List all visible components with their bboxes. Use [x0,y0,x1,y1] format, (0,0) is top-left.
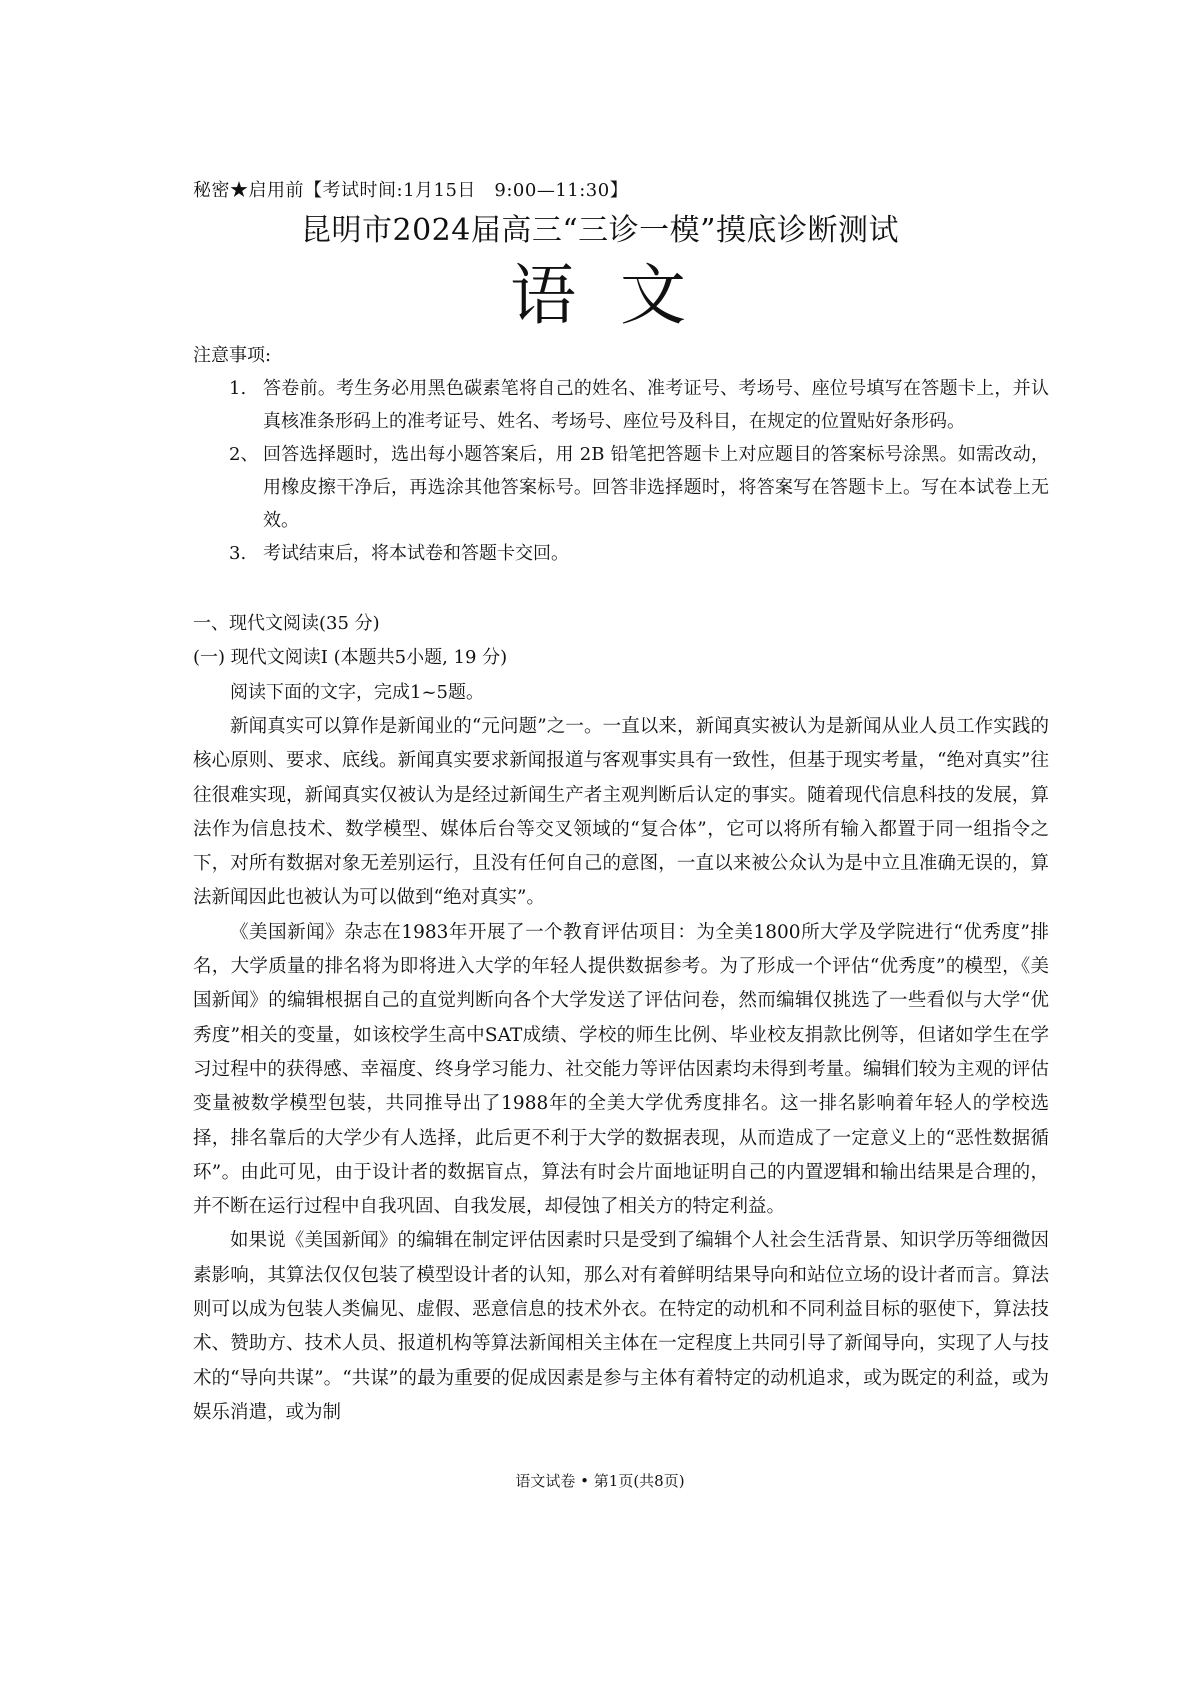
note-text: 回答选择题时，选出每小题答案后，用 2B 铅笔把答题卡上对应题目的答案标号涂黑。如需改动，用橡皮擦干净后，再选涂其他答案标号。回答非选择题时，将答案写在答题卡上。写在本试卷上无效。 [263,444,1049,531]
notes-heading: 注意事项: [193,345,272,366]
note-text: 答卷前。考生务必用黑色碳素笔将自己的姓名、准考证号、考场号、座位号填写在答题卡上，并认真核准条形码上的准考证号、姓名、考场号、座位号及科目，在规定的位置贴好条形码。 [263,378,1049,432]
note-number: 1. [229,378,247,399]
notes-list [229,372,1049,570]
reading-instruction: 阅读下面的文字，完成1~5题。 [230,682,484,703]
note-item [229,372,1049,438]
passage-paragraph-1: 新闻真实可以算作是新闻业的“元问题”之一。一直以来，新闻真实被认为是新闻从业人员工作实践的核心原则、要求、底线。新闻真实要求新闻报道与客观事实具有一致性，但基于现实考量，“绝对真实”往往很难实现，新闻真实仅被认为是经过新闻生产者主观判断后认定的事实。随着现代信息科技的发展，算法作为信息技术、数学模型、媒体后台等交叉领域的“复合体”，它可以将所有输入都置于同一组指令之下，对所有数据对象无差别运行，且没有任何自己的意图，一直以来被公众认为是中立且准确无误的，算法新闻因此也被认为可以做到“绝对真实”。 [193,716,1049,909]
page-footer: 语文试卷 • 第1页(共8页) [515,1472,685,1490]
section-subheading-reading-1: (一) 现代文阅读Ⅰ (本题共5小题, 19 分) [193,647,508,668]
note-item [229,537,1049,570]
note-number: 3. [229,543,247,564]
note-item [229,438,1049,537]
confidential-exam-time-line: 秘密★启用前【考试时间:1月15日 9:00—11:30】 [193,180,629,201]
note-number: 2、 [229,444,259,465]
passage-paragraph-2: 《美国新闻》杂志在1983年开展了一个教育评估项目：为全美1800所大学及学院进行“优秀度”排名，大学质量的排名将为即将进入大学的年轻人提供数据参考。为了形成一个评估“优秀度”的模型，《美国新闻》的编辑根据自己的直觉判断向各个大学发送了评估问卷，然而编辑仅挑选了一些看似与大学“优秀度”相关的变量，如该校学生高中SAT成绩、学校的师生比例、毕业校友捐款比例等，但诸如学生在学习过程中的获得感、幸福度、终身学习能力、社交能力等评估因素均未得到考量。编辑们较为主观的评估变量被数学模型包装，共同推导出了1988年的全美大学优秀度排名。这一排名影响着年轻人的学校选择，排名靠后的大学少有人选择，此后更不利于大学的数据表现，从而造成了一定意义上的“恶性数据循环”。由此可见，由于设计者的数据盲点，算法有时会片面地证明自己的内置逻辑和输出结果是合理的，并不断在运行过程中自我巩固、自我发展，却侵蚀了相关方的特定利益。 [193,921,1049,1218]
subject-heading: 语文 [510,257,730,334]
exam-title: 昆明市2024届高三“三诊一模”摸底诊断测试 [300,213,900,248]
passage-paragraph-3: 如果说《美国新闻》的编辑在制定评估因素时只是受到了编辑个人社会生活背景、知识学历等细微因素影响，其算法仅仅包装了模型设计者的认知，那么对有着鲜明结果导向和站位立场的设计者而言。算法则可以成为包装人类偏见、虚假、恶意信息的技术外衣。在特定的动机和不同利益目标的驱使下，算法技术、赞助方、技术人员、报道机构等算法新闻相关主体在一定程度上共同引导了新闻导向，实现了人与技术的“导向共谋”。“共谋”的最为重要的促成因素是参与主体有着特定的动机追求，或为既定的利益，或为娱乐消遣，或为制 [193,1230,1049,1423]
section-heading-part1: 一、现代文阅读(35 分) [193,613,380,634]
note-text: 考试结束后，将本试卷和答题卡交回。 [263,543,569,564]
reading-passage [193,710,1049,1430]
